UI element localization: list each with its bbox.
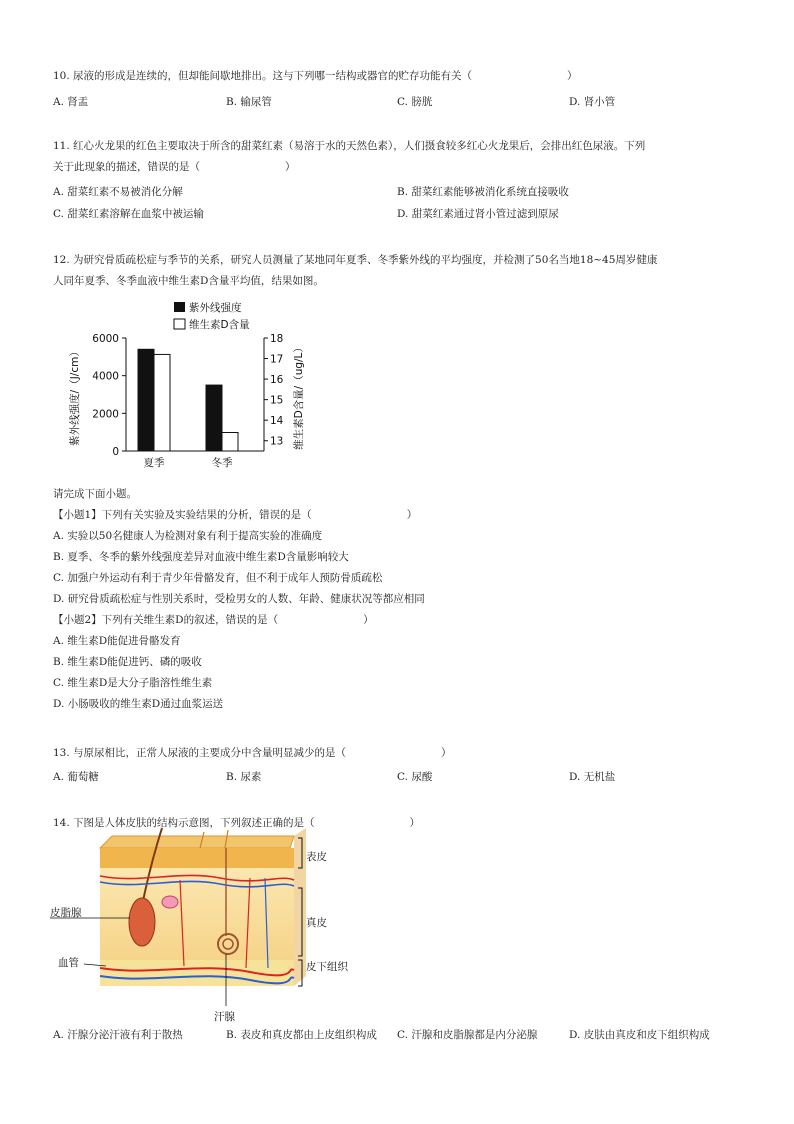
q10-option-a[interactable]: A. 肾盂	[53, 96, 89, 108]
q12-sub2-option-c[interactable]: C. 维生素D是大分子脂溶性维生素	[53, 677, 213, 689]
legend-uv-label: 紫外线强度	[189, 302, 242, 314]
q12-sub2-option-d[interactable]: D. 小肠吸收的维生素D通过血浆运送	[53, 698, 224, 710]
hair-follicle	[129, 898, 155, 946]
right-axis-label: 维生素D含量/（ug/L）	[293, 342, 305, 450]
q12-sub1-option-c[interactable]: C. 加强户外运动有利于青少年骨骼发育，但不利于成年人预防骨质疏松	[53, 572, 383, 584]
skin-structure-diagram	[50, 826, 370, 1026]
q14-option-c[interactable]: C. 汗腺和皮脂腺都是内分泌腺	[397, 1029, 538, 1041]
left-tick-label: 4000	[92, 370, 119, 383]
sebaceous-gland	[162, 896, 178, 908]
q10-stem: 10. 尿液的形成是连续的，但却能间歇地排出。这与下列哪一结构或器官的贮存功能有关（ ）	[53, 70, 578, 82]
q12-sub2-option-a[interactable]: A. 维生素D能促进骨骼发育	[53, 635, 181, 647]
side-face	[294, 828, 306, 986]
q10-option-c[interactable]: C. 膀胱	[397, 96, 433, 108]
category-label: 冬季	[211, 457, 233, 469]
label-vessel: 血管	[58, 957, 79, 969]
q14-option-d[interactable]: D. 皮肤由真皮和皮下组织构成	[569, 1029, 710, 1041]
q12-sub1-stem: 【小题1】下列有关实验及实验结果的分析，错误的是（ ）	[53, 509, 418, 521]
label-dermis: 真皮	[306, 917, 327, 929]
uv-vitd-bar-chart	[56, 296, 316, 476]
legend-vitd-swatch	[174, 319, 185, 329]
q12-stem-line2: 人同年夏季、冬季血液中维生素D含量平均值，结果如图。	[53, 275, 324, 287]
legend-vitd-label: 维生素D含量	[189, 319, 250, 331]
label-subcutaneous: 皮下组织	[306, 961, 348, 973]
q10-option-b[interactable]: B. 输尿管	[226, 96, 272, 108]
q12-sub2-option-b[interactable]: B. 维生素D能促进钙、磷的吸收	[53, 656, 202, 668]
right-tick-label: 15	[270, 394, 284, 407]
bar-uv-0	[138, 349, 154, 451]
q12-sub1-option-d[interactable]: D. 研究骨质疏松症与性别关系时，受检男女的人数、年龄、健康状况等都应相同	[53, 593, 425, 605]
q12-stem: 12. 为研究骨质疏松症与季节的关系，研究人员测量了某地同年夏季、冬季紫外线的平均强度，并检测了50名当地18~45周岁健康	[53, 254, 658, 266]
q12-sub1-option-a[interactable]: A. 实验以50名健康人为检测对象有利于提高实验的准确度	[53, 530, 323, 542]
q11-stem-line2: 关于此现象的描述，错误的是（ ）	[53, 161, 296, 173]
q11-option-d[interactable]: D. 甜菜红素通过肾小管过滤到原尿	[397, 208, 559, 220]
category-label: 夏季	[143, 457, 165, 469]
label-sebaceous: 皮脂腺	[50, 907, 82, 919]
q14-option-b[interactable]: B. 表皮和真皮都由上皮组织构成	[226, 1029, 377, 1041]
epidermis-layer	[100, 848, 294, 868]
label-sweat: 汗腺	[214, 1011, 235, 1023]
label-epidermis: 表皮	[306, 851, 327, 863]
q11-option-c[interactable]: C. 甜菜红素溶解在血浆中被运输	[53, 208, 204, 220]
q10-option-d[interactable]: D. 肾小管	[569, 96, 616, 108]
right-tick-label: 17	[270, 353, 284, 366]
right-tick-label: 16	[270, 374, 284, 387]
q13-stem: 13. 与原尿相比，正常人尿液的主要成分中含量明显减少的是（ ）	[53, 747, 452, 759]
bar-uv-1	[206, 385, 222, 451]
right-tick-label: 13	[270, 435, 284, 448]
q12-prompt: 请完成下面小题。	[53, 488, 137, 500]
q12-sub1-option-b[interactable]: B. 夏季、冬季的紫外线强度差异对血液中维生素D含量影响较大	[53, 551, 349, 563]
q12-sub2-stem: 【小题2】下列有关维生素D的叙述，错误的是（ ）	[53, 614, 374, 626]
bar-vitd-1	[222, 433, 238, 451]
q13-option-b[interactable]: B. 尿素	[226, 771, 262, 783]
q14-stem: 14. 下图是人体皮肤的结构示意图，下列叙述正确的是（ ）	[53, 817, 421, 829]
left-tick-label: 0	[112, 446, 119, 458]
q13-option-c[interactable]: C. 尿酸	[397, 771, 433, 783]
left-axis-label: 紫外线强度/（J/cm）	[69, 346, 81, 446]
q11-option-a[interactable]: A. 甜菜红素不易被消化分解	[53, 186, 183, 198]
chart-legend	[174, 301, 250, 331]
q11-stem: 11. 红心火龙果的红色主要取决于所含的甜菜红素（易溶于水的天然色素），人们摄食较多红心火龙果后，会排出红色尿液。下列	[53, 140, 646, 152]
q14-option-a[interactable]: A. 汗腺分泌汗液有利于散热	[53, 1029, 183, 1041]
left-tick-label: 6000	[92, 333, 119, 345]
left-tick-label: 2000	[92, 408, 119, 421]
q11-option-b[interactable]: B. 甜菜红素能够被消化系统直接吸收	[397, 186, 569, 198]
legend-uv-swatch	[174, 302, 185, 312]
q13-option-a[interactable]: A. 葡萄糖	[53, 771, 99, 783]
right-tick-label: 14	[270, 415, 284, 428]
epidermis-top-face	[100, 836, 294, 848]
q13-option-d[interactable]: D. 无机盐	[569, 771, 616, 783]
right-tick-label: 18	[270, 333, 284, 345]
bar-vitd-0	[154, 354, 170, 451]
